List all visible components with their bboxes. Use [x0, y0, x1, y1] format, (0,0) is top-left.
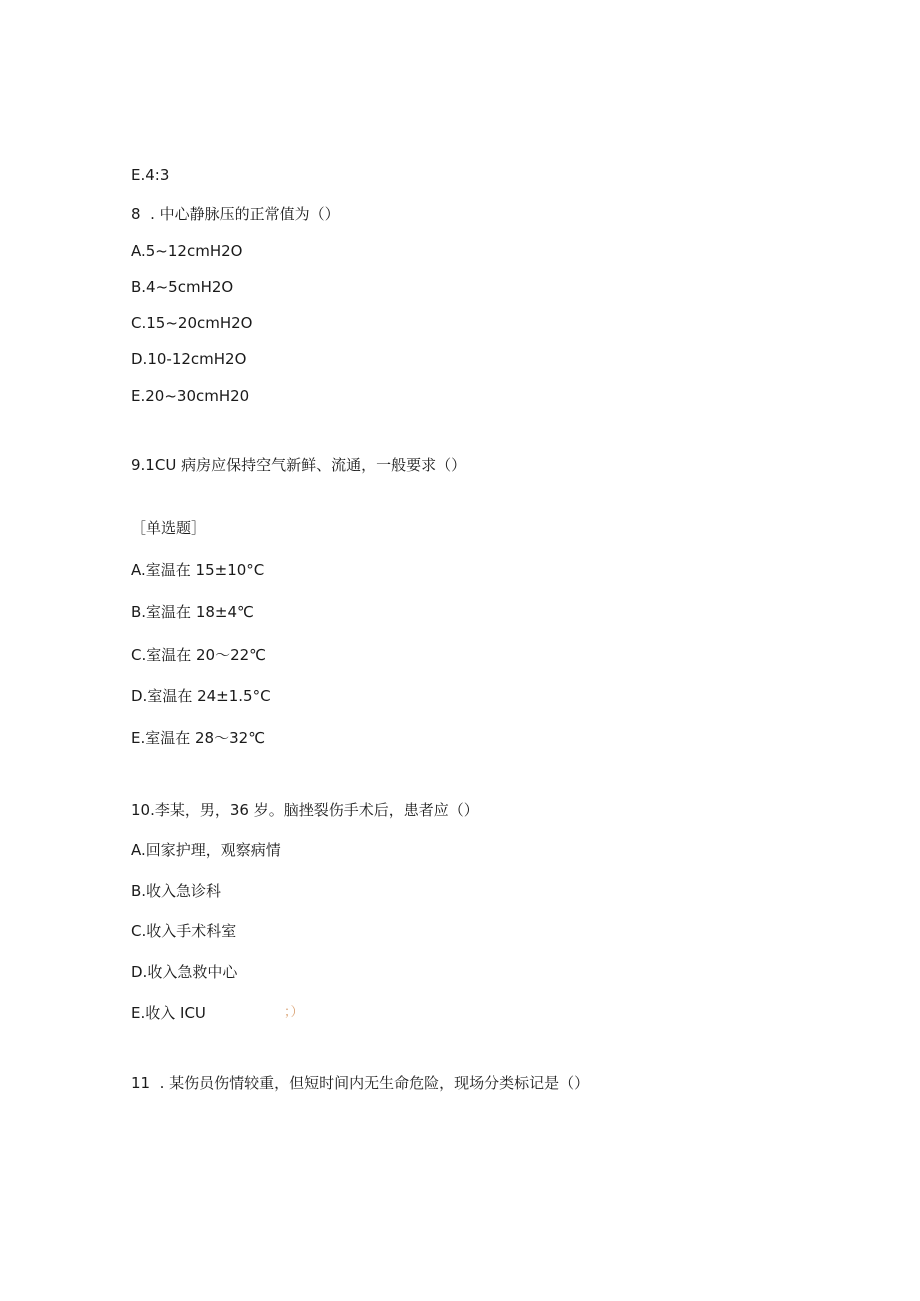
- q10-option-e: E.收入 ICU: [131, 1004, 206, 1022]
- q9-option-e: E.室温在 28～32℃: [131, 729, 266, 747]
- q9-option-a: A.室温在 15±10°C: [131, 561, 265, 579]
- q8-option-c: C.15~20cmH2O: [131, 314, 253, 332]
- q8-option-e: E.20~30cmH20: [131, 387, 250, 405]
- q10-option-b: B.收入急诊科: [131, 882, 222, 900]
- q11-question: 11 . 某伤员伤情较重，但短时间内无生命危险，现场分类标记是（）: [131, 1074, 590, 1092]
- q9-option-d: D.室温在 24±1.5°C: [131, 687, 271, 705]
- q9-question: 9.1CU 病房应保持空气新鲜、流通，一般要求（）: [131, 456, 467, 474]
- q7-option-e: E.4:3: [131, 166, 170, 184]
- q8-option-a: A.5~12cmH2O: [131, 242, 243, 260]
- q9-option-b: B.室温在 18±4℃: [131, 603, 254, 621]
- q8-option-b: B.4~5cmH2O: [131, 278, 234, 296]
- q10-option-d: D.收入急救中心: [131, 963, 238, 981]
- q9-option-c: C.室温在 20～22℃: [131, 646, 267, 664]
- q9-type-label: ［单选题］: [131, 519, 207, 537]
- q8-question: 8 . 中心静脉压的正常值为（）: [131, 205, 340, 223]
- q10-question: 10.李某，男，36 岁。脑挫裂伤手术后，患者应（）: [131, 801, 479, 819]
- q10-option-a: A.回家护理，观察病情: [131, 841, 281, 859]
- q10-option-c: C.收入手术科室: [131, 922, 237, 940]
- stray-mark: ；）: [284, 1005, 304, 1020]
- q8-option-d: D.10-12cmH2O: [131, 350, 247, 368]
